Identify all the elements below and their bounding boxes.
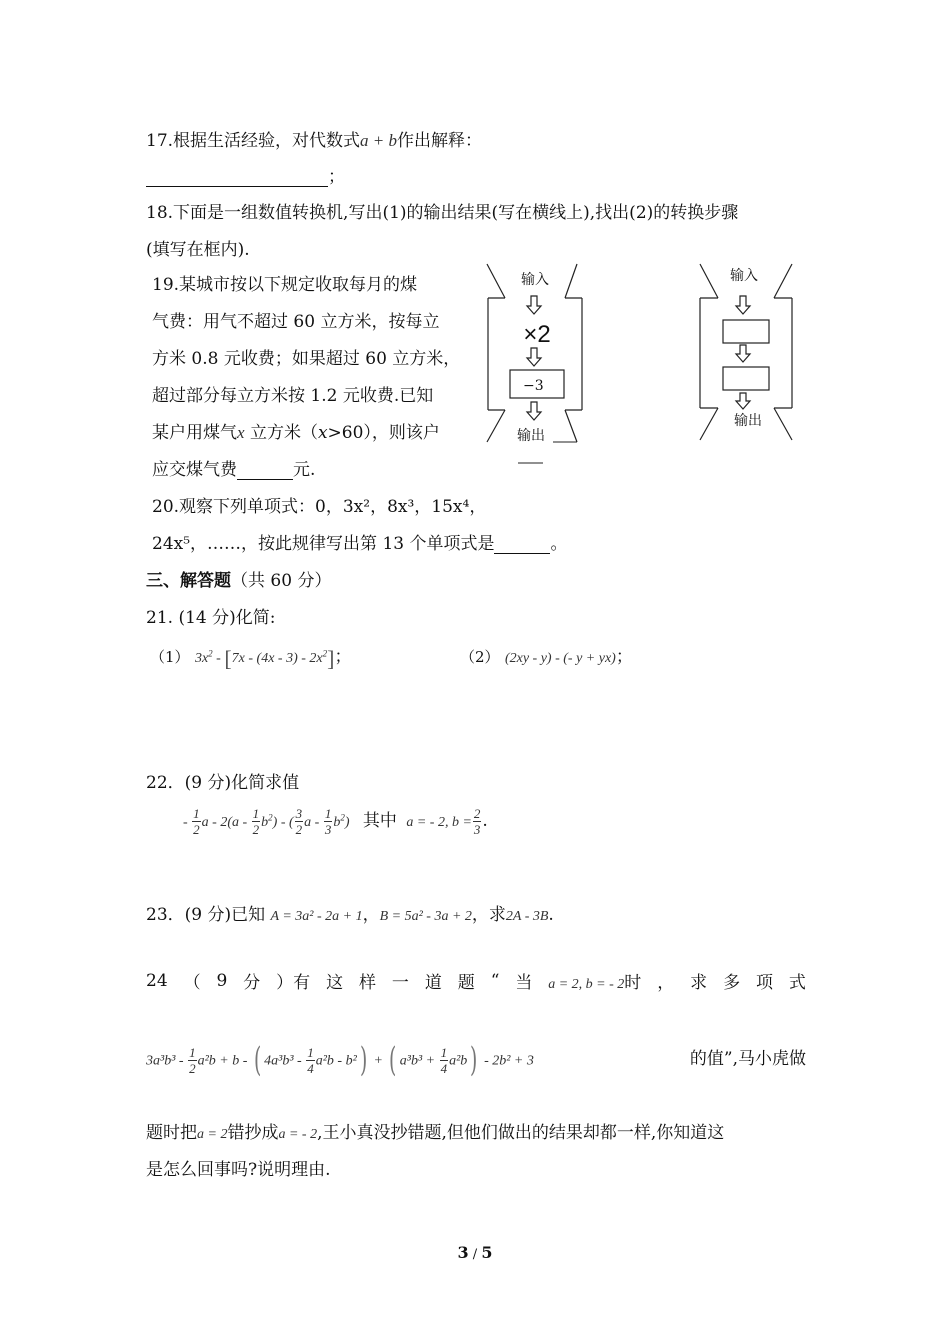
d1-funnel-tr bbox=[565, 264, 577, 298]
q21-p1-b: - bbox=[212, 651, 225, 666]
q18-line2: (填写在框内). bbox=[146, 240, 250, 260]
q24-line1 bbox=[146, 968, 806, 993]
q22-frac-2-3: $\frac{2}{3}$ bbox=[473, 806, 481, 837]
q22-frac-3-2: $\frac{3}{2}$ bbox=[295, 806, 303, 837]
q22-end: . bbox=[482, 811, 488, 831]
d2-input-label: 输入 bbox=[730, 268, 758, 284]
q24-t3: 项 bbox=[755, 973, 773, 993]
q24-frac-1-4b: $\frac{1}{4}$ bbox=[440, 1044, 448, 1076]
q22-frac-1-2b: $\frac{1}{2}$ bbox=[252, 806, 260, 837]
q24-line3-e1: a = 2 bbox=[197, 1127, 228, 1142]
q19-line5-c: >60），则该户 bbox=[327, 423, 440, 443]
d2-funnel-bl bbox=[700, 408, 718, 440]
down-arrow-icon bbox=[527, 348, 541, 366]
q19-line3: 方米 0.8 元收费；如果超过 60 立方米， bbox=[152, 349, 461, 369]
q23-title: 23．(9 分)已知 bbox=[146, 905, 266, 925]
page-number bbox=[0, 1243, 950, 1262]
q21-p1-exp2: 2 bbox=[322, 648, 328, 659]
q24-c2: 9 bbox=[216, 970, 228, 991]
q23-A: A = 3a² - 2a + 1 bbox=[270, 909, 363, 924]
conversion-machine-1 bbox=[485, 260, 585, 470]
q19-line6-a: 应交煤气费 bbox=[152, 460, 237, 480]
q24-line3 bbox=[146, 1118, 724, 1143]
q21-p2-expr: (2xy - y) - (- y + yx) bbox=[504, 651, 616, 666]
d2-output-label: 输出 bbox=[734, 413, 762, 429]
q21-p1-label: （1） bbox=[150, 648, 190, 666]
down-arrow-icon bbox=[736, 296, 750, 314]
q22-t4: a - bbox=[304, 815, 323, 830]
down-arrow-icon bbox=[736, 345, 750, 362]
q23-line bbox=[146, 900, 554, 925]
q24-c4: ）有 bbox=[276, 973, 311, 993]
q24-t1: 求 bbox=[690, 973, 708, 993]
d2-funnel-br bbox=[774, 408, 792, 440]
right-paren-2: ) bbox=[470, 1040, 478, 1080]
q21-p1-exp: 2 bbox=[208, 648, 213, 659]
q22-b2: $b^2$ bbox=[261, 812, 273, 830]
left-paren: ( bbox=[253, 1040, 262, 1080]
q22-expr bbox=[183, 806, 488, 837]
q21-p1-a: 3x bbox=[194, 651, 209, 666]
q21-p2-end: ； bbox=[615, 647, 633, 667]
right-paren: ) bbox=[359, 1040, 368, 1080]
d1-input-label: 输入 bbox=[521, 272, 549, 288]
d2-step-box-1 bbox=[723, 320, 769, 343]
q24-c5: 这 bbox=[326, 973, 344, 993]
conversion-machine-2 bbox=[696, 260, 800, 450]
q22-qizhong: 其中 bbox=[362, 811, 397, 831]
down-arrow-icon bbox=[736, 393, 750, 409]
q24-c1: （ bbox=[183, 973, 201, 993]
q24-poly-d: a²b - b² bbox=[315, 1053, 357, 1069]
q24-c9: 题 bbox=[457, 973, 475, 993]
q24-poly-b: a²b + b - bbox=[197, 1053, 251, 1069]
q24-poly-a: 3a³b³ - bbox=[146, 1053, 188, 1069]
q19-var-x2: x bbox=[317, 423, 328, 443]
q22-minus: - bbox=[183, 815, 192, 830]
d1-op2: −3 bbox=[523, 378, 544, 394]
q24-poly-c: 4a³b³ - bbox=[264, 1053, 306, 1069]
q23-qiu: ，求 bbox=[471, 905, 506, 925]
q24-t0: ， bbox=[657, 973, 675, 993]
q24-line3-c: ,王小真没抄错题,但他们做出的结果却都一样,你知道这 bbox=[317, 1123, 725, 1143]
d1-op1: ×2 bbox=[523, 321, 551, 348]
q19-line6 bbox=[152, 455, 315, 480]
q22-t6: ) bbox=[344, 815, 350, 830]
q24-poly-e: + bbox=[370, 1053, 387, 1069]
d1-funnel-br bbox=[565, 410, 577, 442]
q19-answer-blank bbox=[237, 461, 293, 480]
q24-cond: a = 2, b = - 2 bbox=[548, 977, 625, 992]
down-arrow-icon bbox=[527, 402, 541, 420]
q24-c3: 分 bbox=[243, 973, 261, 993]
q19-line5-b: 立方米（ bbox=[244, 423, 318, 443]
q21-part1 bbox=[150, 642, 351, 672]
q22-frac-1-3: $\frac{1}{3}$ bbox=[324, 806, 332, 837]
q19-line6-b: 元. bbox=[293, 460, 316, 480]
q19-line2: 气费：用气不超过 60 立方米，按每立 bbox=[152, 312, 440, 332]
q17-line2 bbox=[146, 162, 345, 187]
right-bracket: ] bbox=[327, 645, 335, 671]
q24-shi: 时 bbox=[624, 973, 642, 993]
q19-var-x: x bbox=[237, 423, 245, 442]
left-paren-2: ( bbox=[389, 1040, 397, 1080]
page-current: 3 bbox=[457, 1243, 469, 1262]
q24-c11: 当 bbox=[515, 973, 533, 993]
q24-t2: 多 bbox=[723, 973, 741, 993]
q21-p1-end: ； bbox=[334, 647, 352, 667]
d1-funnel-tl bbox=[487, 264, 505, 298]
section3-heading bbox=[146, 566, 331, 591]
q17-text-before: 17.根据生活经验，对代数式 bbox=[146, 131, 361, 151]
d2-funnel-tl bbox=[700, 264, 718, 298]
q23-B: B = 5a² - 3a + 2 bbox=[379, 909, 472, 924]
q21-title: 21. (14 分)化简: bbox=[146, 608, 276, 628]
q24-c10: “ bbox=[490, 970, 500, 991]
q18-line1: 18.下面是一组数值转换机,写出(1)的输出结果(写在横线上),找出(2)的转换步骤 bbox=[146, 203, 739, 223]
q24-poly-h: - 2b² + 3 bbox=[480, 1053, 534, 1069]
q20-line2 bbox=[152, 529, 567, 554]
q24-cond-group bbox=[548, 968, 641, 993]
q23-target: 2A - 3B bbox=[505, 909, 549, 924]
q19-line5-a: 某户用煤气 bbox=[152, 423, 237, 443]
q17-text-after: 作出解释： bbox=[397, 131, 483, 151]
q21-p1-c: 7x - (4x - 3) - 2x bbox=[231, 651, 323, 666]
q17-answer-blank bbox=[146, 168, 328, 187]
q24-c7: 一 bbox=[391, 973, 409, 993]
q24-poly-f: a³b³ + bbox=[399, 1053, 439, 1069]
left-bracket: [ bbox=[224, 645, 232, 671]
section3-title: 三、解答题 bbox=[146, 571, 231, 591]
q20-line2-a: 24x⁵，……，按此规律写出第 13 个单项式是 bbox=[152, 534, 495, 554]
q24-frac-1-4: $\frac{1}{4}$ bbox=[307, 1044, 314, 1076]
q20-line1: 20.观察下列单项式：0，3x²，8x³，15x⁴， bbox=[152, 497, 487, 517]
q24-line3-a: 题时把 bbox=[146, 1123, 197, 1143]
d1-funnel-bl bbox=[487, 410, 505, 442]
section3-score: （共 60 分） bbox=[231, 571, 332, 591]
q24-line4: 是怎么回事吗?说明理由. bbox=[146, 1160, 331, 1180]
q22-frac-1-2: $\frac{1}{2}$ bbox=[193, 806, 200, 837]
q21-p2-label: （2） bbox=[460, 648, 500, 666]
q22-t1: a - 2(a - bbox=[201, 815, 251, 830]
q24-c6: 样 bbox=[359, 973, 376, 993]
q23-end: . bbox=[548, 905, 554, 925]
q22-cond: a = - 2, b = bbox=[406, 815, 472, 830]
page-sep: / bbox=[468, 1247, 482, 1262]
d2-step-box-2 bbox=[723, 367, 769, 390]
q24-line2-tail: 的值”,马小虎做 bbox=[689, 1049, 806, 1069]
q24-poly-g: a²b bbox=[449, 1053, 468, 1069]
q24-t4: 式 bbox=[788, 973, 806, 993]
q17-expr: a + b bbox=[360, 131, 398, 150]
q21-part2 bbox=[460, 642, 633, 667]
q22-b2b: $b^2$ bbox=[333, 812, 345, 830]
q19-line4: 超过部分每立方米按 1.2 元收费.已知 bbox=[152, 386, 434, 406]
q23-comma: ， bbox=[362, 905, 380, 925]
q22-title: 22．(9 分)化简求值 bbox=[146, 773, 300, 793]
q19-line5 bbox=[152, 418, 440, 443]
q24-frac-1-2: $\frac{1}{2}$ bbox=[189, 1044, 196, 1076]
q24-c8: 道 bbox=[424, 973, 442, 993]
q20-line2-b: 。 bbox=[550, 534, 568, 554]
q24-line3-b: 错抄成 bbox=[227, 1123, 279, 1143]
q21-p1-expr bbox=[194, 645, 335, 671]
d1-output-label: 输出 bbox=[517, 428, 545, 444]
q19-line1: 19.某城市按以下规定收取每月的煤 bbox=[152, 275, 418, 295]
q24-line2 bbox=[146, 1040, 806, 1080]
page-total: 5 bbox=[481, 1243, 493, 1262]
q17-line1 bbox=[146, 126, 482, 151]
d2-funnel-tr bbox=[774, 264, 792, 298]
q24-c0: 24 bbox=[146, 970, 168, 991]
q22-t3: ) - ( bbox=[272, 815, 294, 830]
q17-line2-end: ； bbox=[328, 167, 345, 187]
q20-answer-blank bbox=[494, 535, 550, 554]
down-arrow-icon bbox=[527, 296, 541, 314]
q24-line3-e2: a = - 2 bbox=[278, 1127, 318, 1142]
